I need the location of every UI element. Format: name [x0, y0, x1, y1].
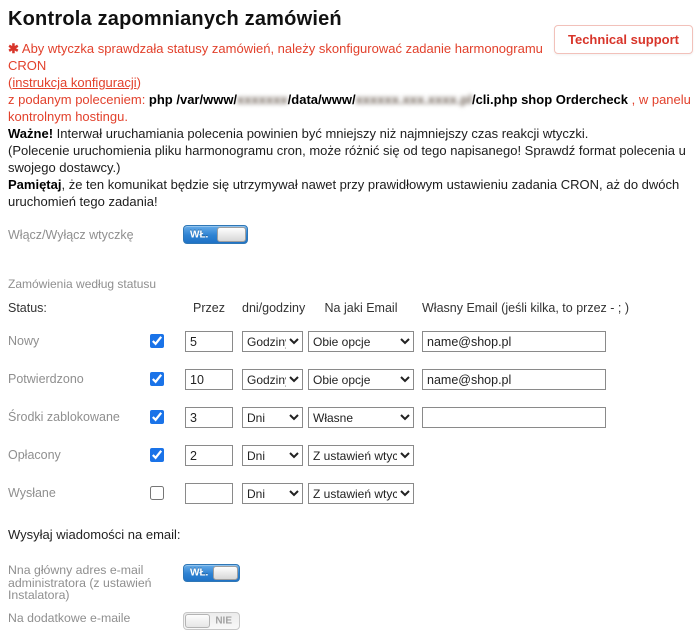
header-custom-email: Własny Email (jeśli kilka, to przez - ; ): [422, 301, 629, 315]
status-row-oplacony: [8, 445, 692, 467]
email-mode-select[interactable]: [308, 369, 414, 390]
status-row-nowy: [8, 331, 692, 353]
unit-select[interactable]: [242, 369, 303, 390]
plugin-enable-label: Włącz/Wyłącz wtyczkę: [8, 228, 134, 242]
status-enabled-checkbox[interactable]: [150, 372, 164, 386]
status-enabled-checkbox[interactable]: [150, 334, 164, 348]
custom-email-input[interactable]: [422, 331, 606, 352]
page-title: Kontrola zapomnianych zamówień: [8, 8, 342, 30]
config-instructions-link[interactable]: instrukcja konfiguracji: [12, 75, 137, 90]
email-mode-select[interactable]: [308, 483, 414, 504]
email-mode-select[interactable]: [308, 407, 414, 428]
status-enabled-checkbox[interactable]: [150, 410, 164, 424]
duration-input[interactable]: [185, 445, 233, 466]
plugin-enable-toggle[interactable]: [183, 225, 248, 244]
custom-email-input[interactable]: [422, 407, 606, 428]
status-label: Opłacony: [8, 448, 61, 462]
redacted-path-1: xxxxxxx: [237, 92, 288, 107]
remember-text: , że ten komunikat będzie się utrzymywał nawet przy prawidłowym ustawieniu zadania CRON, aż do dwóch uruchomień tego zadania!: [8, 177, 680, 209]
plugin-enable-row: [8, 225, 692, 244]
command-intro: z podanym poleceniem:: [8, 92, 149, 107]
toggle-state-label: WŁ.: [190, 229, 209, 240]
command-suffix: , w panelu kontrolnym hostingu.: [8, 92, 691, 124]
remember-bold: Pamiętaj: [8, 177, 62, 192]
toggle-knob: [217, 227, 246, 242]
warning-asterisk-icon: ✱: [8, 41, 19, 56]
toggle-state-label: WŁ.: [190, 567, 209, 579]
status-label: Wysłane: [8, 486, 56, 500]
admin-email-toggle[interactable]: [183, 564, 240, 582]
status-label: Potwierdzono: [8, 372, 84, 386]
admin-email-label: Nna główny adres e-mail administratora (z ustawień Instalatora): [8, 563, 152, 602]
email-section-title: Wysyłaj wiadomości na email:: [8, 527, 181, 542]
important-bold: Ważne!: [8, 126, 54, 141]
paren-open: (: [8, 75, 13, 90]
header-przez: Przez: [193, 301, 225, 315]
status-enabled-checkbox[interactable]: [150, 448, 164, 462]
important-note: [8, 125, 700, 142]
paren-note: (Polecenie uruchomienia pliku harmonogramu cron, może różnić się od tego napisanego! Sprawdź format polecenia u swojego dostawcy.): [8, 143, 686, 175]
config-link-wrapper: [8, 75, 141, 90]
unit-select[interactable]: [242, 331, 303, 352]
paren-close: ): [136, 75, 141, 90]
cron-command-line: [8, 91, 700, 125]
header-unit: dni/godziny: [242, 301, 306, 315]
status-table-header: [8, 301, 692, 315]
command-part-1: php /var/www/: [148, 92, 238, 107]
additional-emails-row: [8, 612, 692, 630]
custom-email-input[interactable]: [422, 369, 606, 390]
status-enabled-checkbox[interactable]: [150, 486, 164, 500]
header-status: Status:: [8, 301, 47, 315]
email-mode-select[interactable]: [308, 331, 414, 352]
remember-note: [8, 176, 700, 210]
unit-select[interactable]: [242, 445, 303, 466]
duration-input[interactable]: [185, 369, 233, 390]
orders-section-label: Zamówienia według statusu: [8, 277, 157, 291]
additional-emails-label: Na dodatkowe e-maile: [8, 610, 131, 625]
duration-input[interactable]: [185, 407, 233, 428]
command-part-2: /data/www/: [287, 92, 356, 107]
duration-input[interactable]: [185, 483, 233, 504]
status-row-potwierdzono: [8, 369, 692, 391]
redacted-path-2: xxxxxx.xxx.xxxx.pl: [355, 92, 472, 107]
additional-emails-toggle[interactable]: [183, 612, 240, 630]
status-label: Środki zablokowane: [8, 410, 120, 424]
header-email-target: Na jaki Email: [324, 301, 398, 315]
unit-select[interactable]: [242, 407, 303, 428]
toggle-knob: [213, 566, 238, 580]
command-part-3: /cli.php shop Ordercheck: [471, 92, 632, 107]
duration-input[interactable]: [185, 331, 233, 352]
email-mode-select[interactable]: [308, 445, 414, 466]
important-text: Interwał uruchamiania polecenia powinien być mniejszy niż najmniejszy czas reakcji wtyczki.: [53, 126, 589, 141]
status-row-srodki-zablokowane: [8, 407, 692, 429]
cron-warning-line: [8, 40, 568, 74]
technical-support-button[interactable]: Technical support: [554, 25, 693, 54]
toggle-state-label: NIE: [215, 615, 232, 626]
unit-select[interactable]: [242, 483, 303, 504]
status-label: Nowy: [8, 334, 40, 348]
admin-email-row: [8, 564, 692, 602]
status-row-wyslane: [8, 483, 692, 505]
cron-notice: [8, 40, 700, 210]
cron-warning-text: Aby wtyczka sprawdzała statusy zamówień, należy skonfigurować zadanie harmonogramu CRON: [8, 41, 543, 73]
toggle-knob: [185, 614, 210, 628]
